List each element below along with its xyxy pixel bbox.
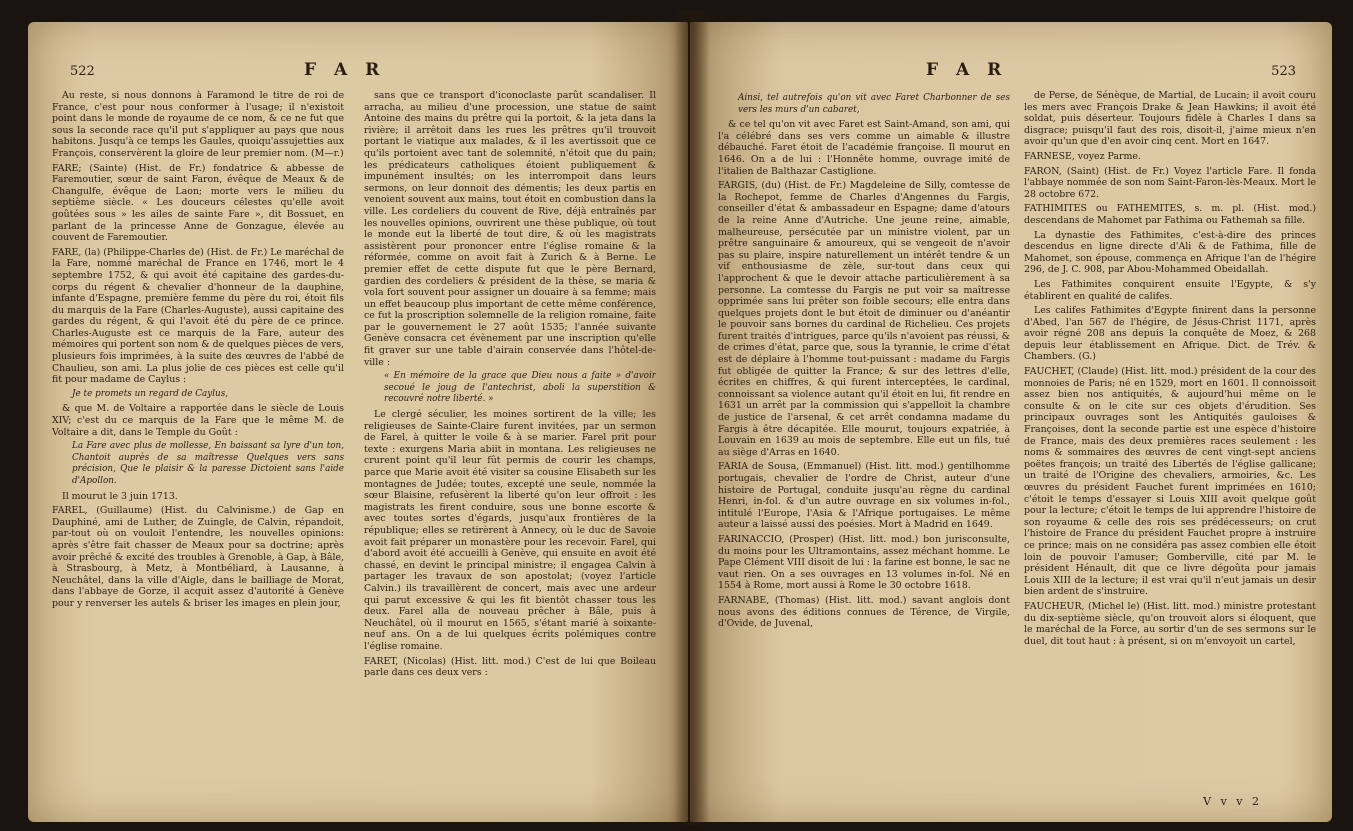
- body-paragraph: & ce tel qu'on vit avec Faret est Saint-Amand, son ami, qui l'a célébré dans ses vers comme un aimable & illustre débauché. Faret étoit de l'académie françoise. Il mourut en 1646. On a de lui : l'Honnête homme, ouvrage imité de l'italien de Balthazar Castiglione.: [718, 119, 1010, 177]
- body-paragraph: Les Fathimites conquirent ensuite l'Egypte, & s'y établirent en qualité de califes.: [1024, 278, 1316, 302]
- body-paragraph: de Perse, de Sénèque, de Martial, de Lucain; il avoit couru les mers avec François Drake & Jean Hawkins; il avoit été soldat, puis déserteur. Toujours fidèle à Charles I dans sa disgrace; puisqu'il faut des rois, disoit-il, j'aime mieux n'en avoir qu'un que d'en avoir cinq cent. Mort en 1647.: [1024, 90, 1316, 148]
- left-running-head: F A R: [304, 60, 386, 80]
- entry-paragraph: FARE; (Sainte) (Hist. de Fr.) fondatrice & abbesse de Faremoutier, sœur de saint Faron, évêque de Meaux & de Changulfe, évêque de Laon; morte vers le milieu du septième siècle. « Les douceurs célestes qu'elle avoit goûtées sous » les ailes de sainte Fare », dit Bossuet, en parlant de la princesse Anne de Gonzague, élevée au couvent de Faremoutier.: [52, 162, 344, 244]
- right-running-head: F A R: [926, 60, 1008, 80]
- entry-paragraph: FARIA de Sousa, (Emmanuel) (Hist. litt. mod.) gentilhomme portugais, chevalier de l'ordre de Christ, auteur d'une histoire de Portugal, conduite jusqu'au règne du cardinal Henri, in-fol. & d'un autre ouvrage en six volumes in-fol., intitulé l'Europe, l'Asia & l'Afrique portugaises. Le même auteur a laissé aussi des poésies. Mort à Madrid en 1649.: [718, 461, 1010, 531]
- entry-paragraph: FARINACCIO, (Prosper) (Hist. litt. mod.) bon jurisconsulte, du moins pour les Ultramontains, assez méchant homme. Le Pape Clément VIII disoit de lui : la farine est bonne, le sac ne vaut rien. On a ses ouvrages en 13 volumes in-fol. Né en 1554 à Rome, mort aussi à Rome le 30 octobre 1618.: [718, 533, 1010, 592]
- body-paragraph: Le clergé séculier, les moines sortirent de la ville; les religieuses de Sainte-Claire furent invitées, par un sermon de Farel, à quitter le voile & à se marier. Farel prit pour texte : exurgens Maria abiit in montana. Les religieuses ne crurent point qu'il leur fût permis de courir les champs, parce que Marie avoit été visiter sa cousine Elisabeth sur les montagnes de Judée; toutes, excepté une seule, nommée la sœur Blaisine, refusèrent la liberté qu'on leur offroit : les magistrats les firent conduire, sous une bonne escorte & avec toutes sortes d'égards, jusqu'aux frontières de la république; elles se retirèrent à Annecy, où le duc de Savoie avoit fait préparer un monastère pour les recevoir. Farel, qui d'abord avoit été accueilli à Genève, qui ensuite en avoit été chassé, en devint le principal ministre; il engagea Calvin à partager les travaux de son apostolat; (voyez l'article Calvin.) ils travaillèrent de concert, mais avec une ardeur qui parut excessive & qui les fit bientôt chasser tous les deux. Farel alla de nouveau prêcher à Bâle, puis à Neuchâtel, où il mourut en 1565, s'étant marié à soixante-neuf ans. On a de lui quelques écrits polémiques contre l'église romaine.: [364, 409, 656, 652]
- verse-quote: Je te promets un regard de Caylus,: [72, 388, 229, 399]
- entry-paragraph: FARGIS, (du) (Hist. de Fr.) Magdeleine de Silly, comtesse de la Rochepot, femme de Charles d'Angennes du Fargis, conseiller d'état & ambassadeur en Espagne; dame d'atours de la reine Anne d'Autriche. Une jeune reine, aimable, malheureuse, persécutée par un ministre violent, par un prêtre sanguinaire & amoureux, qui se vengeoit de n'avoir pas su plaire, inspire naturellement un intérêt tendre & un vif enthousiasme de zèle, sur-tout dans ceux qui l'approchent & que le devoir attache particulièrement à sa personne. La comtesse du Fargis ne put voir sa maîtresse opprimée sans lui prêter son foible secours; elle entra dans quelques projets dont le but étoit de diminuer ou d'anéantir le pouvoir sans bornes du cardinal de Richelieu. Ces projets furent traités d'intrigues, parce qu'ils n'avoient pas réussi, & de crimes d'état, parce que, sous la tyrannie, le crime d'état est de déplaire à l'homme tout-puissant : madame du Fargis fut obligée de quitter la France; & sur des lettres d'elle, écrites en chiffres, & qui furent interceptées, le cardinal, connoissant sa violence autant qu'il étoit en lui, fit rendre en 1631 un arrêt par la commission qui s'appelloit la chambre de justice de l'arsenal, & cet arrêt condamna madame du Fargis à être décapitée. Elle mourut, toujours expatriée, à Louvain en 1639 au mois de septembre. Elle eut un fils, tué au siège d'Arras en 1640.: [718, 180, 1010, 458]
- entry-paragraph: FARNESE, voyez Parme.: [1024, 150, 1141, 162]
- entry-paragraph: FAUCHET, (Claude) (Hist. litt. mod.) président de la cour des monnoies de Paris; né en 1529, mort en 1601. Il connoissoit assez bien nos antiquités, & aujourd'hui même on le consulte & on le cite sur ces objets d'érudition. Ses principaux ouvrages sont les Antiquités gauloises & Françoises, dont la seconde partie est une espèce d'histoire de France, mais des deux premières races seulement : les noms & sommaires des œuvres de cent vingt-sept anciens poëtes françois; un traité des Libertés de l'église gallicane; un traité de l'Origine des chevaliers, armoiries, &c. Les œuvres du président Fauchet furent imprimées en 1610; c'étoit le temps d'essayer si Louis XIII avoit quelque goût pour la lecture; c'étoit le temps de lui apprendre l'histoire de son royaume & celle des rois ses prédécesseurs; on crut l'histoire de France du président Fauchet propre à instruire ce prince; mais on ne considéra pas assez combien elle étoit loin de pouvoir l'amuser; Gomberville, cité par M. le président Hénault, dit que ce livre dégoûta pour jamais Louis XIII de la lecture; il est vrai qu'il n'eut jamais un desir bien ardent de s'instruire.: [1024, 366, 1316, 598]
- body-paragraph: Au reste, si nous donnons à Faramond le titre de roi de France, c'est pour nous conformer à l'usage; il n'existoit point dans le monde de royaume de ce nom, & ce ne fut que sous la seconde race qu'il put s'appliquer au pays que nous habitons. Jusqu'à ce temps les Gaules, quoiqu'assujetties aux François, conservèrent la gloire de leur premier nom. (M—r.): [52, 90, 344, 159]
- left-column-1: [52, 90, 344, 780]
- left-column-2: [364, 90, 656, 780]
- entry-paragraph: FARNABE, (Thomas) (Hist. litt. mod.) savant anglois dont nous avons des éditions connues de Térence, de Virgile, d'Ovide, de Juvenal,: [718, 594, 1010, 630]
- entry-paragraph: FARON, (Saint) (Hist. de Fr.) Voyez l'article Fare. Il fonda l'abbaye nommée de son nom Saint-Faron-lès-Meaux. Mort le 28 octobre 672.: [1024, 165, 1316, 200]
- verse-quote: Ainsi, tel autrefois qu'on vit avec Faret Charbonner de ses vers les murs d'un cabaret,: [738, 93, 1010, 115]
- right-page: [690, 22, 1332, 822]
- entry-paragraph: FARE, (la) (Philippe-Charles de) (Hist. de Fr.) Le maréchal de la Fare, nommé maréchal de France en 1746, mort le 4 septembre 1752, & qui avoit été capitaine des gardes-du-corps du régent & chevalier d'honneur de la dauphine, infante d'Espagne, première femme du père du roi, étoit fils du marquis de la Fare (Charles-Auguste), aussi capitaine des gardes du régent, & qui l'avoit été du père de ce prince. Charles-Auguste est ce marquis de la Fare, auteur des mémoires qui portent son nom & de quelques pièces de vers, plusieurs fois imprimées, à la suite des œuvres de l'abbé de Chaulieu, son ami. La plus jolie de ces pièces est celle qu'il fit pour madame de Caylus :: [52, 246, 344, 386]
- entry-paragraph: FARET, (Nicolas) (Hist. litt. mod.) C'est de lui que Boileau parle dans ces deux vers :: [364, 655, 656, 679]
- body-paragraph: sans que ce transport d'iconoclaste parût scandaliser. Il arracha, au milieu d'une procession, une statue de saint Antoine des mains du prêtre qui la portoit, & la jeta dans la rivière; il arrêtoit dans les rues les prêtres qu'il trouvoit portant le viatique aux malades, & il les avertissoit que ce qu'ils portoient avec tant de solemnité, n'étoit que du pain; les prédicateurs catholiques étoient publiquement & impunément insultés; on les interrompoit dans leurs sermons, on leur donnoit des démentis; les deux partis en venoient souvent aux mains, tout étoit en combustion dans la ville. Les cordeliers du couvent de Rive, déjà entraînés par les nouvelles opinions, ouvrirent une thèse publique, où tout le monde eut la liberté de tout dire, & où les magistrats assistèrent pour prononcer entre l'église romaine & la réformée, comme on avoit fait à Zurich & à Berne. Le premier effet de cette dispute fut que le père Bernard, gardien des cordeliers & président de la thèse, se maria & vola fort souvent pour assigner un douaire à sa femme; mais un effet beaucoup plus important de cette même conférence, ce fut la proscription solemnelle de la religion romaine, faite par le gouvernement le 27 août 1535; l'année suivante Genève consacra cet évènement par une inscription qu'elle fit graver sur une table d'airain conservée dans l'hôtel-de-ville :: [364, 90, 656, 368]
- right-page-number: 523: [1271, 64, 1296, 79]
- book-gutter: [674, 10, 710, 825]
- entry-paragraph: FAUCHEUR, (Michel le) (Hist. litt. mod.) ministre protestant du dix-septième siècle, qu'on trouvoit alors si éloquent, que le maréchal de la Force, au sortir d'un de ses sermons sur le duel, dit tout haut : à présent, si on m'envoyoit un cartel,: [1024, 600, 1316, 647]
- body-paragraph: La dynastie des Fathimites, c'est-à-dire des princes descendus en ligne directe d'Ali & de Fathima, fille de Mahomet, son épouse, commença en Afrique l'an de l'hégire 296, de J. C. 908, par Abou-Mohammed Obeidallah.: [1024, 229, 1316, 276]
- left-page: [28, 22, 688, 822]
- body-paragraph: Il mourut le 3 juin 1713.: [62, 490, 178, 502]
- body-paragraph: Les califes Fathimites d'Egypte finirent dans la personne d'Abed, l'an 567 de l'hégire, de Jésus-Christ 1171, après avoir régné 208 ans depuis la conquête de Moez, & 268 depuis leur établissement en Afrique. Dict. de Trév. & Chambers. (G.): [1024, 305, 1316, 363]
- left-page-number: 522: [70, 64, 95, 79]
- entry-paragraph: FATHIMITES ou FATHEMITES, s. m. pl. (Hist. mod.) descendans de Mahomet par Fathima ou Fathemah sa fille.: [1024, 203, 1316, 226]
- right-column-2: [1024, 90, 1316, 780]
- body-paragraph: & que M. de Voltaire a rapportée dans le siècle de Louis XIV; c'est du ce marquis de la Fare que le même M. de Voltaire a dit, dans le Temple du Goût :: [52, 403, 344, 438]
- verse-quote: La Fare avec plus de mollesse, En baissant sa lyre d'un ton, Chantoit auprès de sa maîtresse Quelques vers sans précision, Que le plaisir & la paresse Dictoient sans l'aide d'Apollon.: [72, 441, 344, 486]
- right-column-1: [718, 90, 1010, 780]
- entry-paragraph: FAREL, (Guillaume) (Hist. du Calvinisme.) de Gap en Dauphiné, ami de Luther, de Zuingle, de Calvin, répandoit, par-tout où on vouloit l'entendre, les nouvelles opinions: après s'être fait chasser de Meaux pour sa doctrine; après avoir prêché & excité des troubles à Grenoble, à Gap, à Bâle, à Strasbourg, à Metz, à Montbéliard, à Lausanne, à Neuchâtel, dans la ville d'Aigle, dans le bailliage de Morat, dans l'abbaye de Gorze, il acquit assez d'autorité à Genève pour y renverser les autels & briser les images en plein jour,: [52, 505, 344, 609]
- verse-quote: « En mémoire de la grace que Dieu nous a faite » d'avoir secoué le joug de l'antechrist, aboli la superstition & recouvré notre liberté. »: [384, 371, 656, 405]
- signature-mark: V v v 2: [1203, 795, 1262, 808]
